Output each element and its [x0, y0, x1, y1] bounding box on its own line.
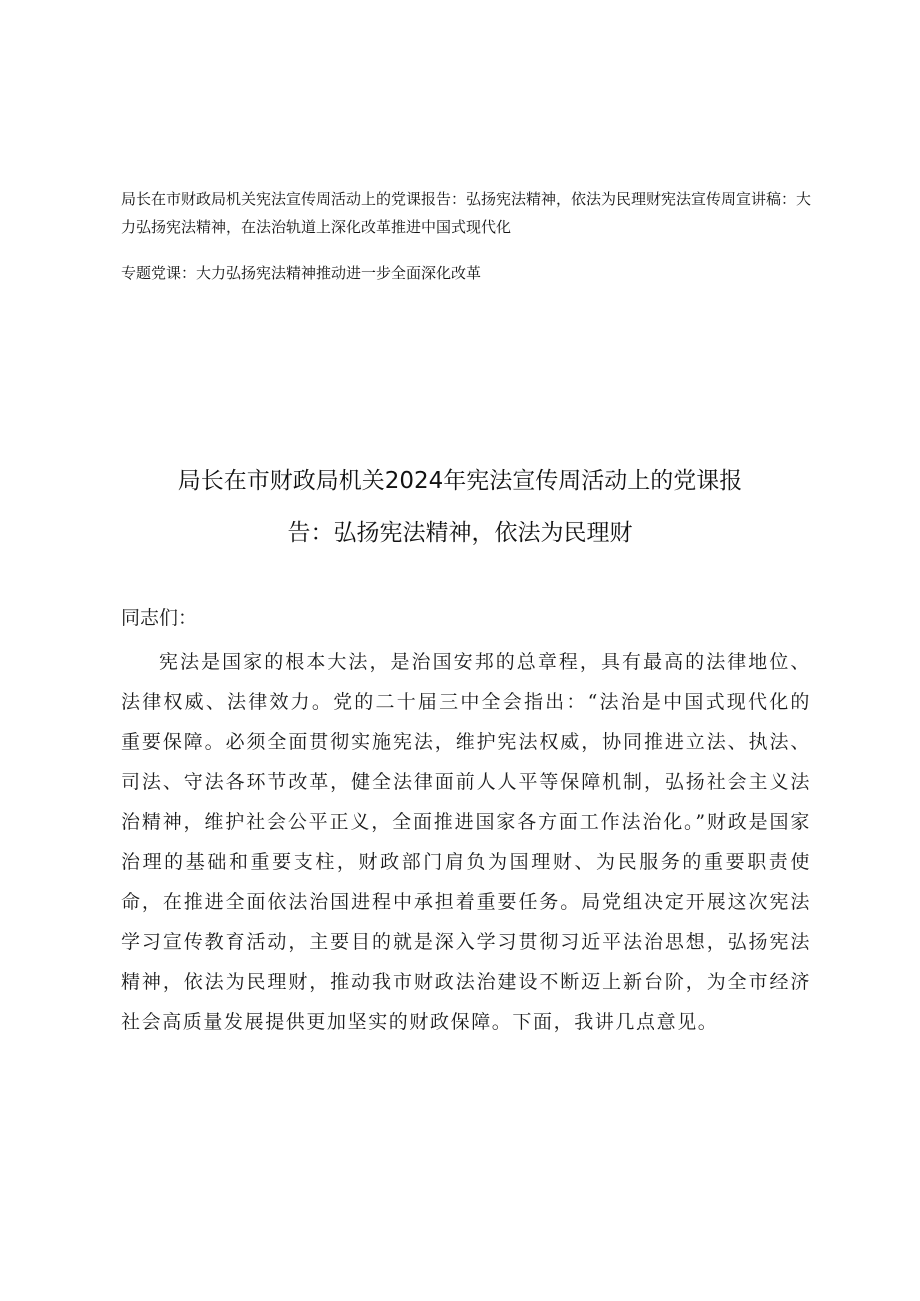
toc-item-special-party-lecture: 专题党课：大力弘扬宪法精神推动进一步全面深化改革 — [121, 264, 482, 282]
table-of-contents — [121, 185, 811, 287]
body-paragraph: 宪法是国家的根本大法，是治国安邦的总章程，具有最高的法律地位、法律权威、法律效力。党的二十届三中全会指出：“法治是中国式现代化的重要保障。必须全面贯彻实施宪法，维护宪法权威，协同推进立法、执法、司法、守法各环节改革，健全法律面前人人平等保障机制，弘扬社会主义法治精神，维护社会公平正义，全面推进国家各方面工作法治化。”财政是国家治理的基础和重要支柱，财政部门肩负为国理财、为民服务的重要职责使命，在推进全面依法治国进程中承担着重要任务。局党组决定开展这次宪法学习宣传教育活动，主要目的就是深入学习贯彻习近平法治思想，弘扬宪法精神，依法为民理财，推动我市财政法治建设不断迈上新台阶，为全市经济社会高质量发展提供更加坚实的财政保障。下面，我讲几点意见。 — [121, 651, 811, 1033]
document-title — [100, 455, 820, 559]
title-line-2: 告：弘扬宪法精神，依法为民理财 — [287, 520, 633, 546]
salutation: 同志们： — [121, 607, 198, 629]
document-body — [121, 598, 811, 1042]
toc-item-party-lecture-report: 局长在市财政局机关宪法宣传周活动上的党课报告：弘扬宪法精神，依法为民理财宪法宣传周宣讲稿：大力弘扬宪法精神，在法治轨道上深化改革推进中国式现代化 — [121, 190, 812, 236]
title-line-1: 局长在市财政局机关2024年宪法宣传周活动上的党课报 — [177, 468, 743, 494]
